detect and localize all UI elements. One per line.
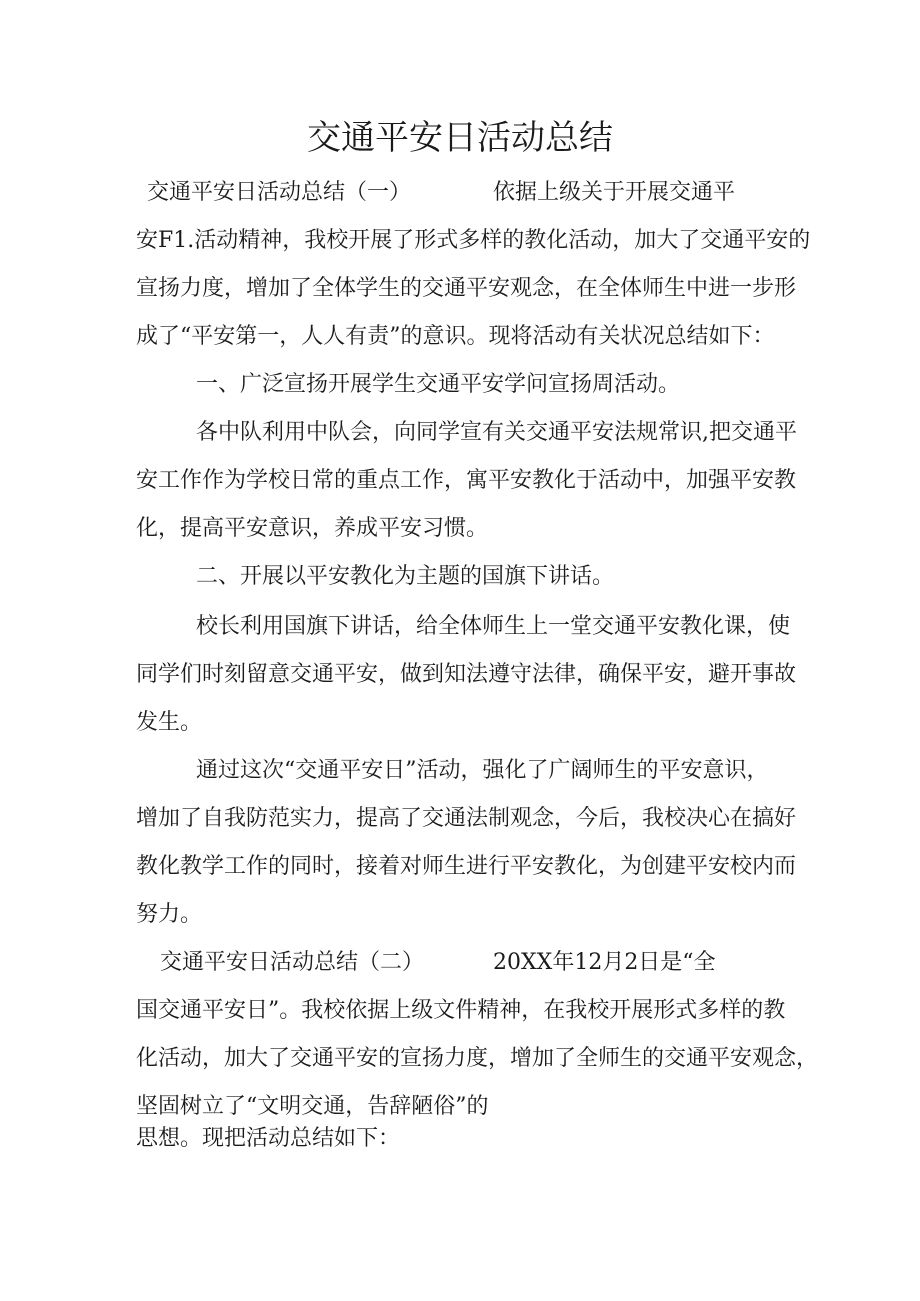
subheading-2: 二、开展以平安教化为主题的国旗下讲话。 — [196, 564, 615, 589]
paragraph-line: 教化教学工作的同时，接着对师生进行平安教化，为创建平安校内而 — [136, 854, 797, 879]
paragraph-line: 成了“平安第一，人人有责”的意识。现将活动有关状况总结如下： — [136, 324, 775, 349]
paragraph-line: 思想。现把活动总结如下： — [136, 1126, 401, 1151]
paragraph-line: 校长利用国旗下讲话，给全体师生上一堂交通平安教化课，使 — [196, 614, 791, 639]
document-title: 交通平安日活动总结 — [307, 118, 613, 158]
subheading-1: 一、广泛宣扬开展学生交通平安学问宣扬周活动。 — [196, 372, 681, 397]
paragraph-line: 化，提高平安意识，养成平安习惯。 — [136, 516, 489, 541]
section-heading-1: 交通平安日活动总结（一） — [147, 180, 412, 205]
paragraph-line: 发生。 — [136, 710, 203, 735]
section-heading-2: 交通平安日活动总结（二） — [160, 950, 425, 975]
paragraph-line: 各中队利用中队会，向同学宣有关交通平安法规常识,把交通平 — [196, 420, 797, 445]
section-intro-2: 20XX年12月2日是“全 — [493, 950, 716, 975]
paragraph-line: 安工作作为学校日常的重点工作，寓平安教化于活动中，加强平安教 — [136, 468, 797, 493]
paragraph-line: 安F1.活动精神，我校开展了形式多样的教化活动，加大了交通平安的 — [136, 228, 811, 253]
paragraph-line: 努力。 — [136, 902, 203, 927]
paragraph-line: 坚固树立了“文明交通，告辞陋俗”的 — [136, 1094, 489, 1119]
paragraph-line: 国交通平安日”。我校依据上级文件精神，在我校开展形式多样的教 — [136, 998, 786, 1023]
paragraph-line: 同学们时刻留意交通平安，做到知法遵守法律，确保平安，避开事故 — [136, 662, 797, 687]
paragraph-line: 通过这次“交通平安日”活动，强化了广阔师生的平安意识， — [196, 758, 769, 783]
paragraph-line: 增加了自我防范实力，提高了交通法制观念，今后，我校决心在搞好 — [136, 806, 797, 831]
paragraph-line: 化活动，加大了交通平安的宣扬力度，增加了全师生的交通平安观念， — [136, 1046, 819, 1071]
paragraph-line: 宣扬力度，增加了全体学生的交通平安观念，在全体师生中进一步形 — [136, 276, 797, 301]
section-intro-1: 依据上级关于开展交通平 — [493, 180, 736, 205]
